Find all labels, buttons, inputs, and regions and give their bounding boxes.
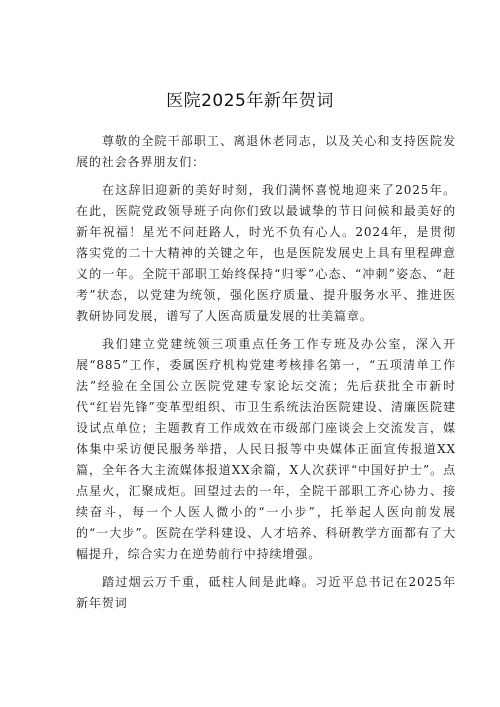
body-paragraph: 我们建立党建统领三项重点任务工作专班及办公室，深入开展“885”工作，委属医疗机构党建考核排名第一，“五项清单工作法”经验在全国公立医院党建专家论坛交流；先后获批全市新时代“红岩先锋”变革型组织、市卫生系统法治医院建设、清廉医院建设试点单位；主题教育工作成效在市级部门座谈会上交流发言，媒体集中采访便民服务举措，人民日报等中央媒体正面宣传报道XX篇，全年各大主流媒体报道XX余篇，X人次获评“中国好护士”。点点星火，汇聚成炬。回望过去的一年，全院干部职工齐心协力、接续奋斗，每一个人医人微小的“一小步”，托举起人医向前发展的“一大步”。医院在学科建设、人才培养、科研教学方面都有了大幅提升，综合实力在逆势前行中持续增强。 (76, 337, 456, 561)
document-body (76, 131, 456, 621)
salutation-paragraph: 尊敬的全院干部职工、离退休老同志，以及关心和支持医院发展的社会各界朋友们： (76, 134, 456, 169)
body-paragraph: 在这辞旧迎新的美好时刻，我们满怀喜悦地迎来了2025年。在此，医院党政领导班子向你们致以最诚挚的节日问候和最美好的新年祝福！星光不问赶路人，时光不负有心人。2024年，是贯彻落实党的二十大精神的关键之年，也是医院发展史上具有里程碑意义的一年。全院干部职工始终保持“归零”心态、“冲刺”姿态、“赶考”状态，以党建为统领，强化医疗质量、提升服务水平、推进医教研协同发展，谱写了人医高质量发展的壮美篇章。 (76, 183, 456, 323)
body-paragraph: 踏过烟云万千重，砥柱人间是此峰。习近平总书记在2025年新年贺词 (76, 575, 456, 610)
document-title: 医院2025年新年贺词 (166, 91, 334, 111)
